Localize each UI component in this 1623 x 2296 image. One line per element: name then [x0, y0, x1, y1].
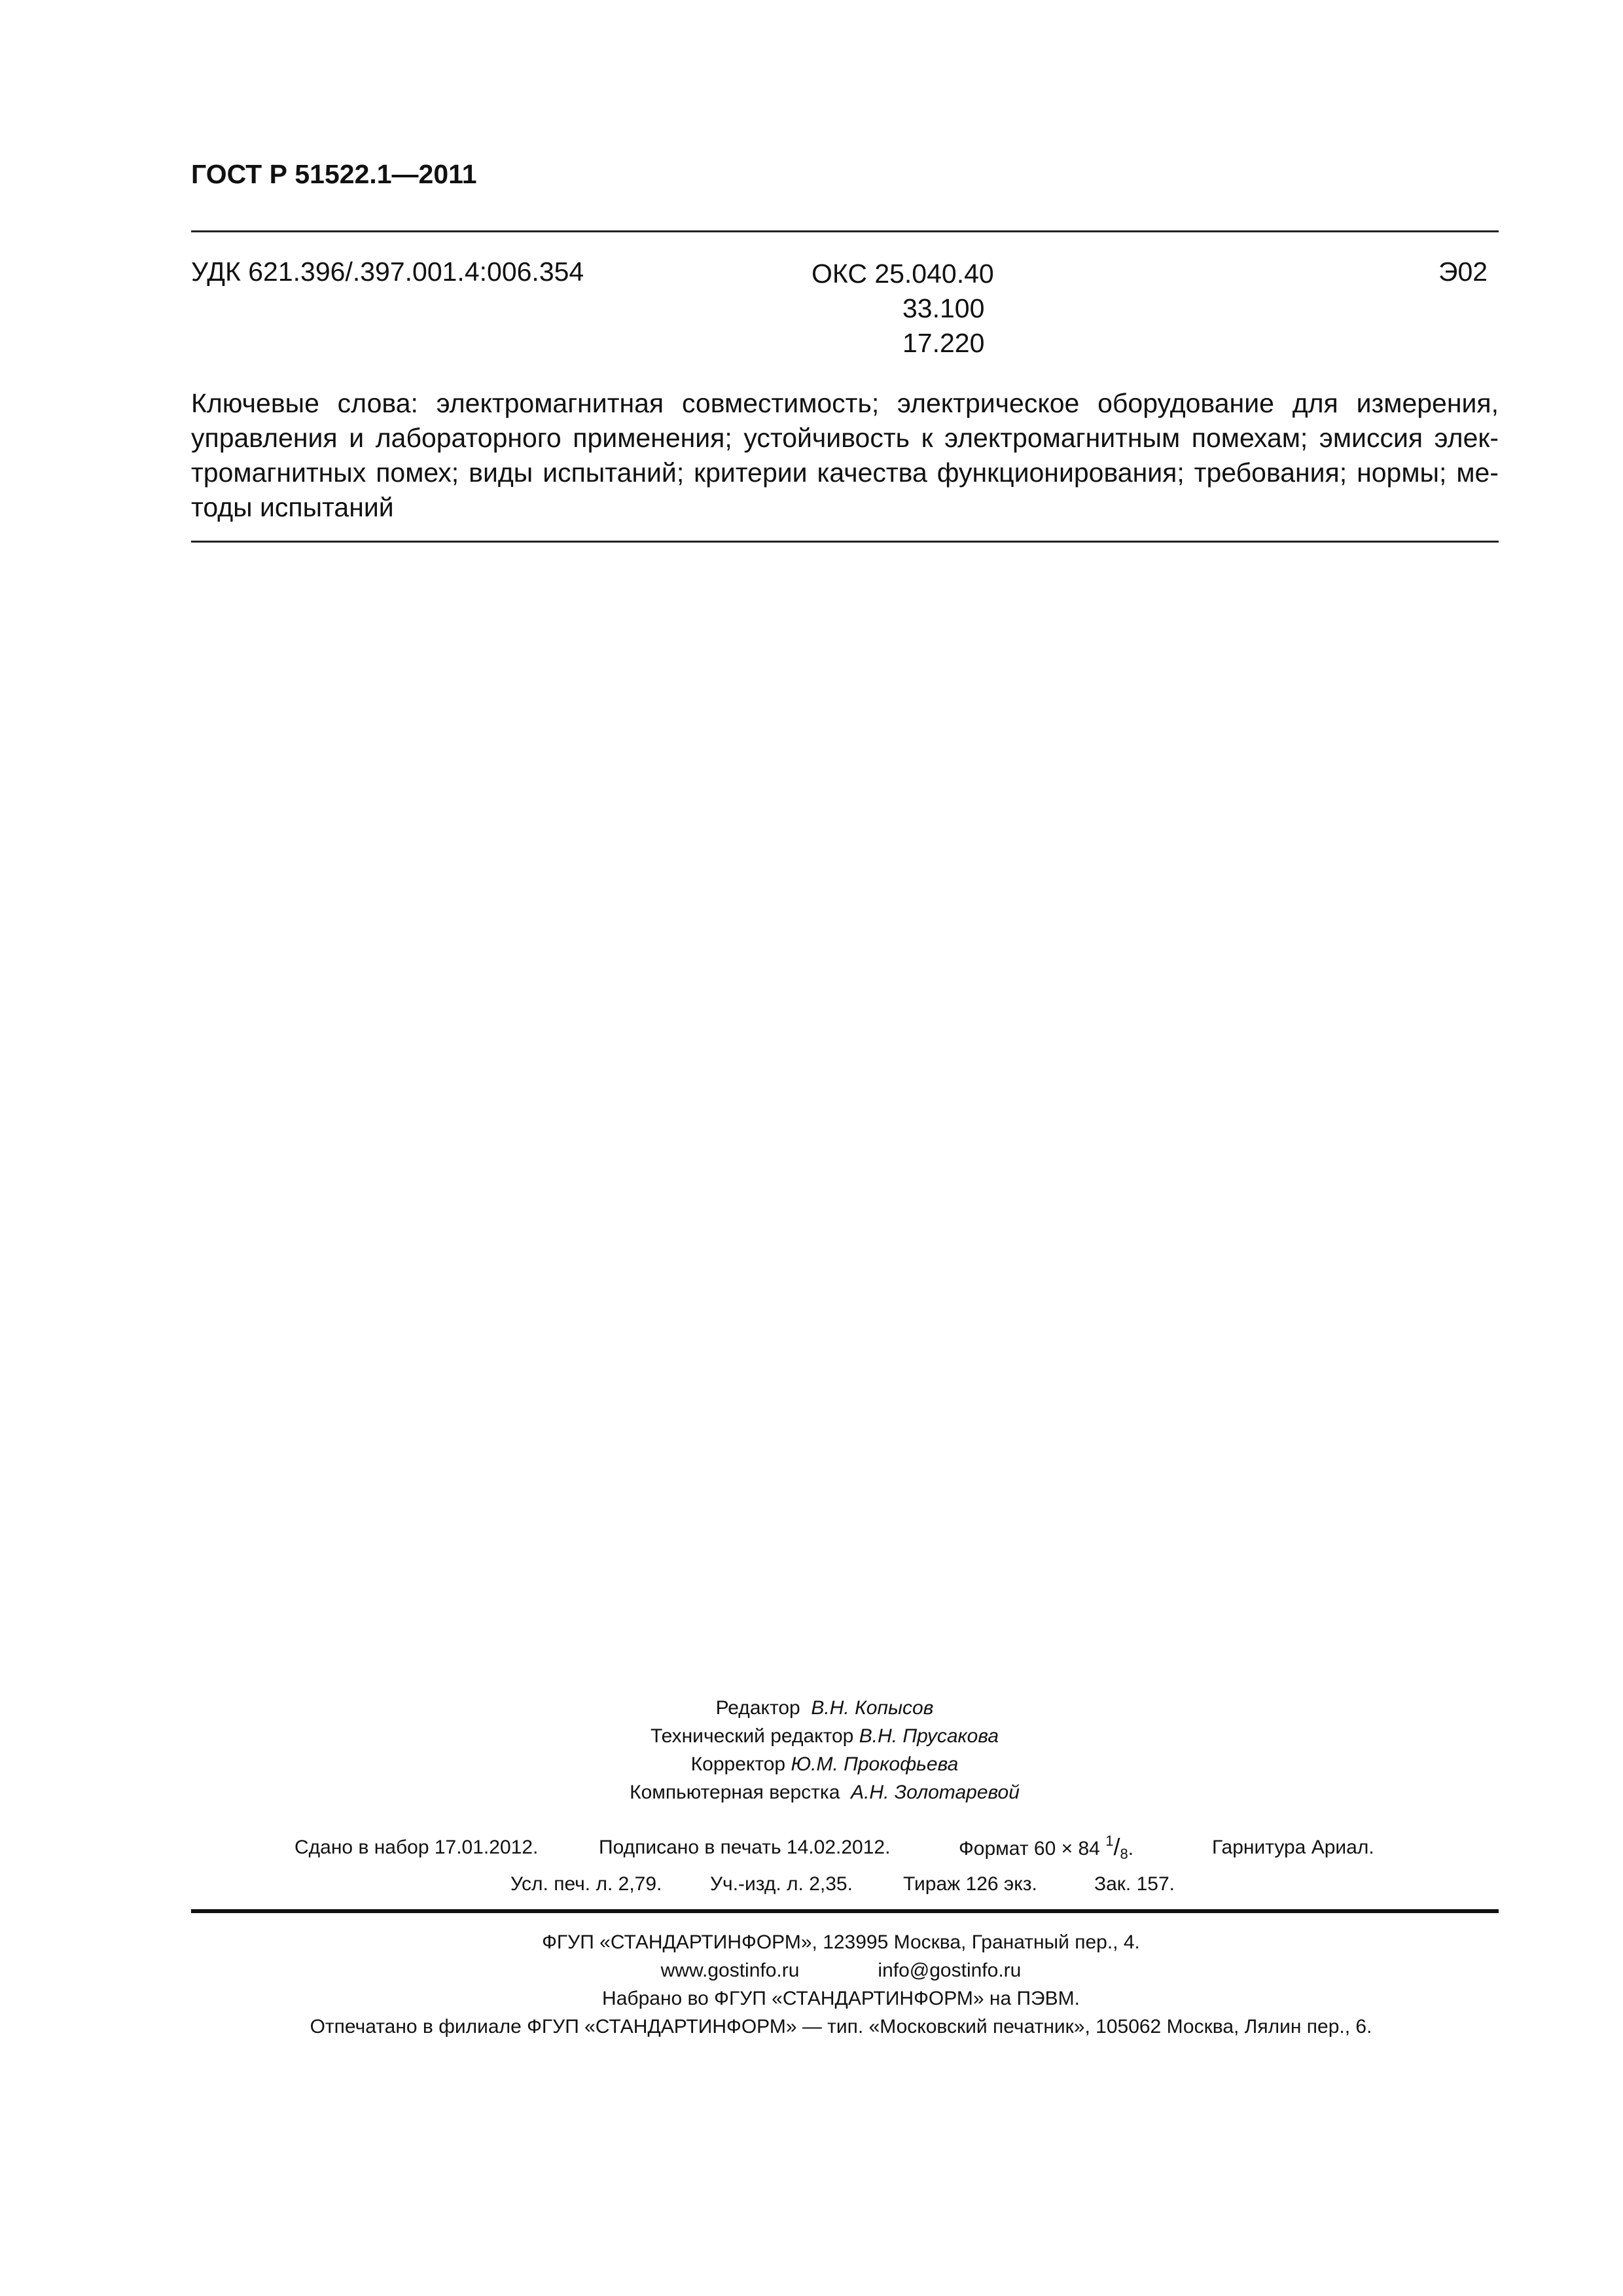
typeface: Гарнитура Ариал. [1212, 1837, 1374, 1858]
publisher-footer [0, 1928, 1623, 2041]
format-denominator: 8 [1120, 1846, 1128, 1862]
printed-note: Отпечатано в филиале ФГУП «СТАНДАРТИНФОРМ» — тип. «Московский печатник», 105062 Москва, Лялин пер., 6. [310, 2016, 1372, 2037]
standard-code-header: ГОСТ Р 51522.1—2011 [191, 159, 477, 189]
footer-divider [191, 1909, 1499, 1913]
tech-editor-role: Технический редактор [650, 1725, 854, 1747]
oks-code-extra-1: 33.100 [902, 293, 985, 323]
publisher-address: ФГУП «СТАНДАРТИНФОРМ», 123995 Москва, Гранатный пер., 4. [542, 1931, 1140, 1953]
publication-sheets: Уч.-изд. л. 2,35. [710, 1873, 853, 1895]
format-prefix: Формат 60 × 84 [959, 1838, 1100, 1859]
udk-code: УДК 621.396/.397.001.4:006.354 [191, 257, 584, 287]
oks-code-extra-2: 17.220 [902, 328, 985, 358]
keywords-line: управления и лабораторного применения; устойчивость к электромагнитным помехам; эмиссия элек- [191, 423, 1499, 453]
corrector-name: Ю.М. Прокофьева [791, 1753, 959, 1775]
credits-block [0, 1694, 1623, 1806]
tech-editor-credit [0, 1722, 1623, 1750]
keywords-line: тромагнитных помех; виды испытаний; критерии качества функционирования; требования; нормы; ме- [191, 457, 1499, 488]
tech-editor-name: В.Н. Прусакова [859, 1725, 999, 1747]
keywords-line: тоды испытаний [191, 492, 394, 522]
submitted-date: Сдано в набор 17.01.2012. [294, 1837, 539, 1858]
print-sheets: Усл. печ. л. 2,79. [510, 1873, 662, 1895]
oks-code: ОКС 25.040.40 [812, 259, 994, 289]
website-link[interactable]: www.gostinfo.ru [660, 1960, 800, 1981]
top-divider [191, 230, 1499, 232]
layout-name: А.Н. Золотаревой [851, 1782, 1020, 1803]
oks-block [812, 257, 1047, 361]
corrector-role: Корректор [690, 1753, 786, 1775]
order-number: Зак. 157. [1094, 1873, 1175, 1895]
format-numerator: 1 [1105, 1833, 1114, 1849]
keywords-paragraph [191, 386, 1499, 525]
corrector-credit [0, 1750, 1623, 1778]
fraction-slash: / [1113, 1833, 1120, 1860]
typeset-note: Набрано во ФГУП «СТАНДАРТИНФОРМ» на ПЭВМ. [602, 1988, 1080, 2009]
editor-role: Редактор [715, 1697, 800, 1719]
format-info [959, 1833, 1133, 1863]
keywords-line: Ключевые слова: электромагнитная совместимость; электрическое оборудование для измерения, [191, 388, 1499, 418]
contact-row [0, 1956, 1623, 1984]
email-link[interactable]: info@gostinfo.ru [878, 1960, 1022, 1981]
keywords-divider [191, 541, 1499, 543]
layout-credit [0, 1778, 1623, 1806]
layout-role: Компьютерная верстка [630, 1782, 840, 1803]
signed-date: Подписано в печать 14.02.2012. [599, 1837, 891, 1858]
editor-name: В.Н. Копысов [811, 1697, 934, 1719]
circulation: Тираж 126 экз. [903, 1873, 1037, 1895]
editor-credit [0, 1694, 1623, 1722]
format-suffix: . [1128, 1838, 1134, 1859]
e-group-code: Э02 [1438, 257, 1488, 287]
